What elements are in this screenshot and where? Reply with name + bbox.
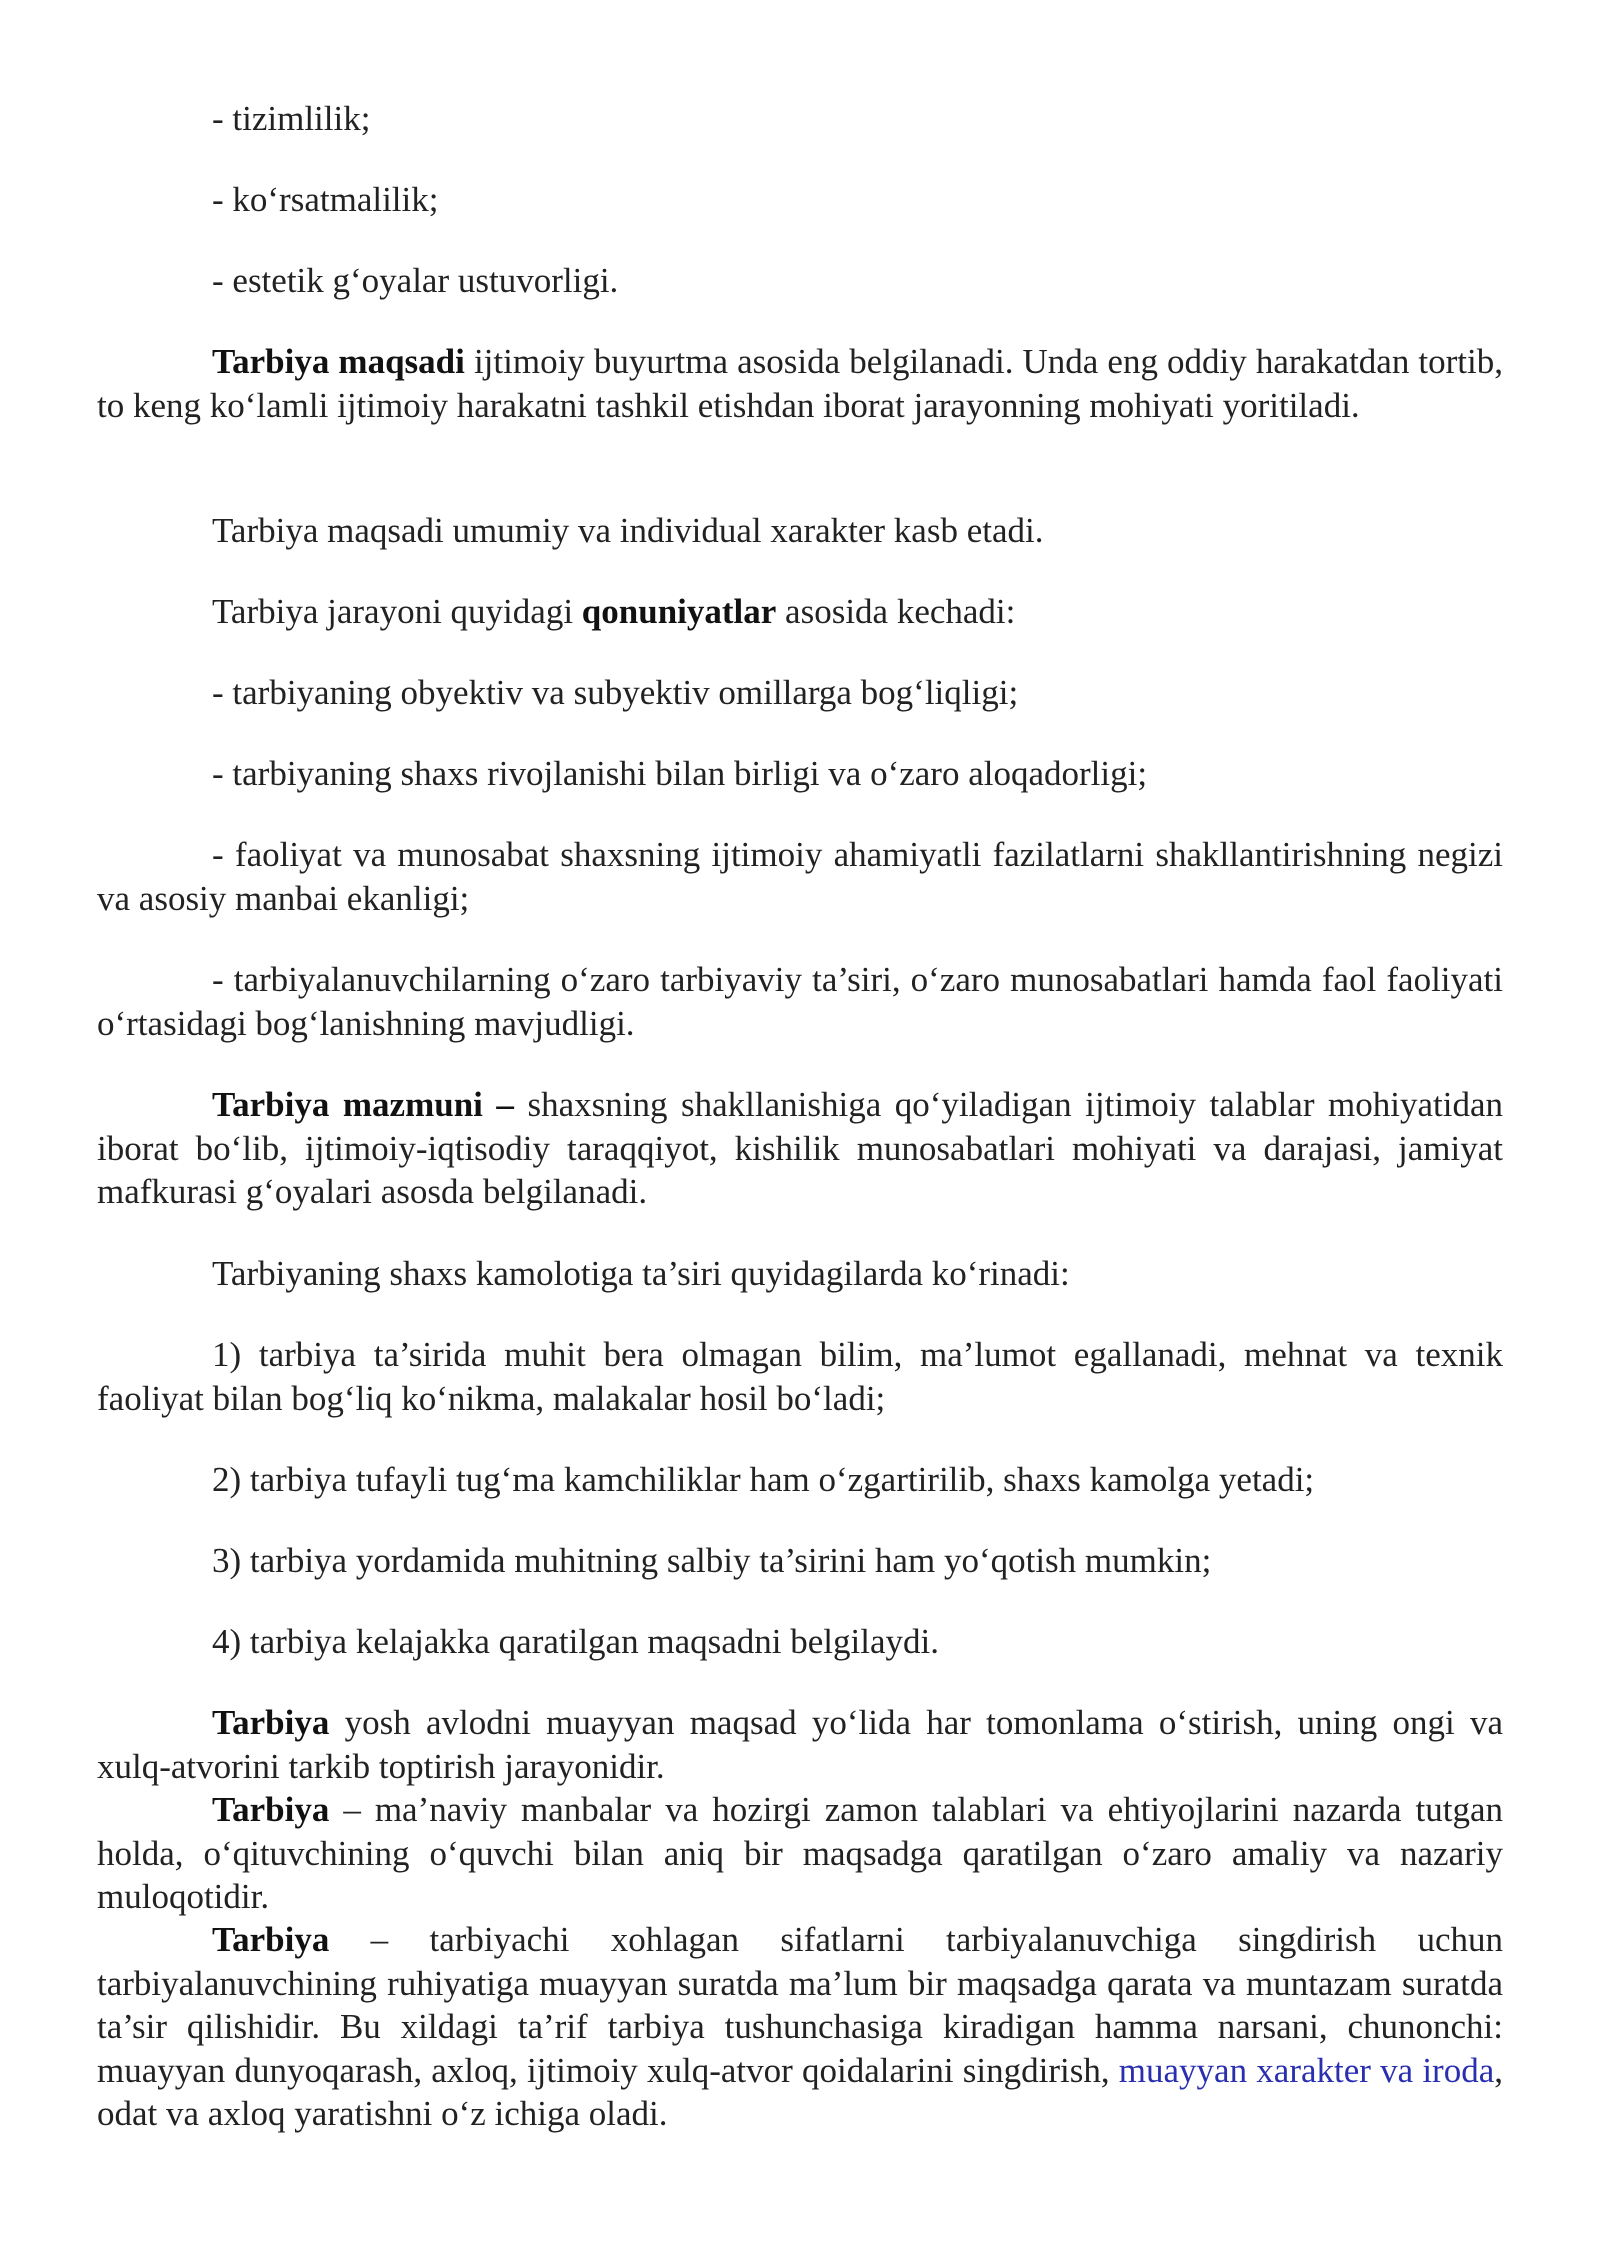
list-item-2: 2) tarbiya tufayli tug‘ma kamchiliklar ham o‘zgartirilib, shaxs kamolga yetadi; <box>212 1460 1315 1499</box>
term-tarbiya: Tarbiya <box>212 1790 330 1829</box>
paragraph-maqsad-xarakter: Tarbiya maqsadi umumiy va individual xarakter kasb etadi. <box>212 511 1044 550</box>
term-tarbiya-maqsadi: Tarbiya maqsadi <box>212 342 465 381</box>
list-item-tarbiyalanuvchilar: - tarbiyalanuvchilarning o‘zaro tarbiyaviy ta’siri, o‘zaro munosabatlari hamda faol faoliyati o‘rtasidagi bog‘lanishning mavjudligi. <box>97 960 1503 1043</box>
term-tarbiya-mazmuni: Tarbiya mazmuni – <box>212 1085 514 1124</box>
paragraph-kamolot: Tarbiyaning shaxs kamolotiga ta’siri quyidagilarda ko‘rinadi: <box>212 1254 1070 1293</box>
list-item-1: 1) tarbiya ta’sirida muhit bera olmagan bilim, ma’lumot egallanadi, mehnat va texnik faoliyat bilan bog‘liq ko‘nikma, malakalar hosil bo‘ladi; <box>97 1335 1503 1418</box>
list-item-tizimlilik: - tizimlilik; <box>212 99 371 138</box>
term-tarbiya: Tarbiya <box>212 1703 330 1742</box>
paragraph-tarbiya-definition-3: Tarbiya – tarbiyachi xohlagan sifatlarni tarbiyalanuvchiga singdirish uchun tarbiyalanuvchining ruhiyatiga muayyan suratda ma’lum bir maqsadga qarata va muntazam suratda ta’sir qilishidir. Bu xildagi ta’rif tarbiya tushunchasiga kiradigan hamma narsani, chunonchi: muayyan dunyoqarash, axloq, ijtimoiy xulq-atvor qoidalarini singdirish, muayyan xarakter va iroda, odat va axloq yaratishni o‘z ichiga oladi. <box>97 1920 1503 2133</box>
paragraph-tarbiya-maqsadi: Tarbiya maqsadi ijtimoiy buyurtma asosida belgilanadi. Unda eng oddiy harakatdan tortib, to keng ko‘lamli ijtimoiy harakatni tashkil etishdan iborat jarayonning mohiyati yoritiladi. <box>97 342 1503 425</box>
list-item-3: 3) tarbiya yordamida muhitning salbiy ta’sirini ham yo‘qotish mumkin; <box>212 1541 1212 1580</box>
link-muayyan-xarakter[interactable]: muayyan xarakter va iroda <box>1118 2050 1495 2090</box>
list-item-faoliyat: - faoliyat va munosabat shaxsning ijtimoiy ahamiyatli fazilatlarni shakllantirishning negizi va asosiy manbai ekanligi; <box>97 835 1503 918</box>
list-item-4: 4) tarbiya kelajakka qaratilgan maqsadni belgilaydi. <box>212 1622 939 1661</box>
paragraph-qonuniyatlar: Tarbiya jarayoni quyidagi qonuniyatlar asosida kechadi: <box>212 592 1016 631</box>
term-qonuniyatlar: qonuniyatlar <box>581 592 777 631</box>
list-item-estetik: - estetik g‘oyalar ustuvorligi. <box>212 261 619 300</box>
term-tarbiya: Tarbiya <box>212 1920 330 1959</box>
list-item-omillar: - tarbiyaning obyektiv va subyektiv omillarga bog‘liqligi; <box>212 673 1019 712</box>
paragraph-tarbiya-definition-2: Tarbiya – ma’naviy manbalar va hozirgi zamon talablari va ehtiyojlarini nazarda tutgan holda, o‘qituvchining o‘quvchi bilan aniq bir maqsadga qaratilgan o‘zaro amaliy va nazariy muloqotidir. <box>97 1790 1503 1916</box>
list-item-korsatmalilik: - ko‘rsatmalilik; <box>212 180 439 219</box>
list-item-rivojlanish: - tarbiyaning shaxs rivojlanishi bilan birligi va o‘zaro aloqadorligi; <box>212 754 1148 793</box>
paragraph-tarbiya-mazmuni: Tarbiya mazmuni – shaxsning shakllanishiga qo‘yiladigan ijtimoiy talablar mohiyatidan iborat bo‘lib, ijtimoiy-iqtisodiy taraqqiyot, kishilik munosabatlari mohiyati va darajasi, jamiyat mafkurasi g‘oyalari asosda belgilanadi. <box>97 1085 1503 1211</box>
paragraph-tarbiya-definition-1: Tarbiya yosh avlodni muayyan maqsad yo‘lida har tomonlama o‘stirish, uning ongi va xulq-atvorini tarkib toptirish jarayonidir. <box>97 1703 1503 1786</box>
